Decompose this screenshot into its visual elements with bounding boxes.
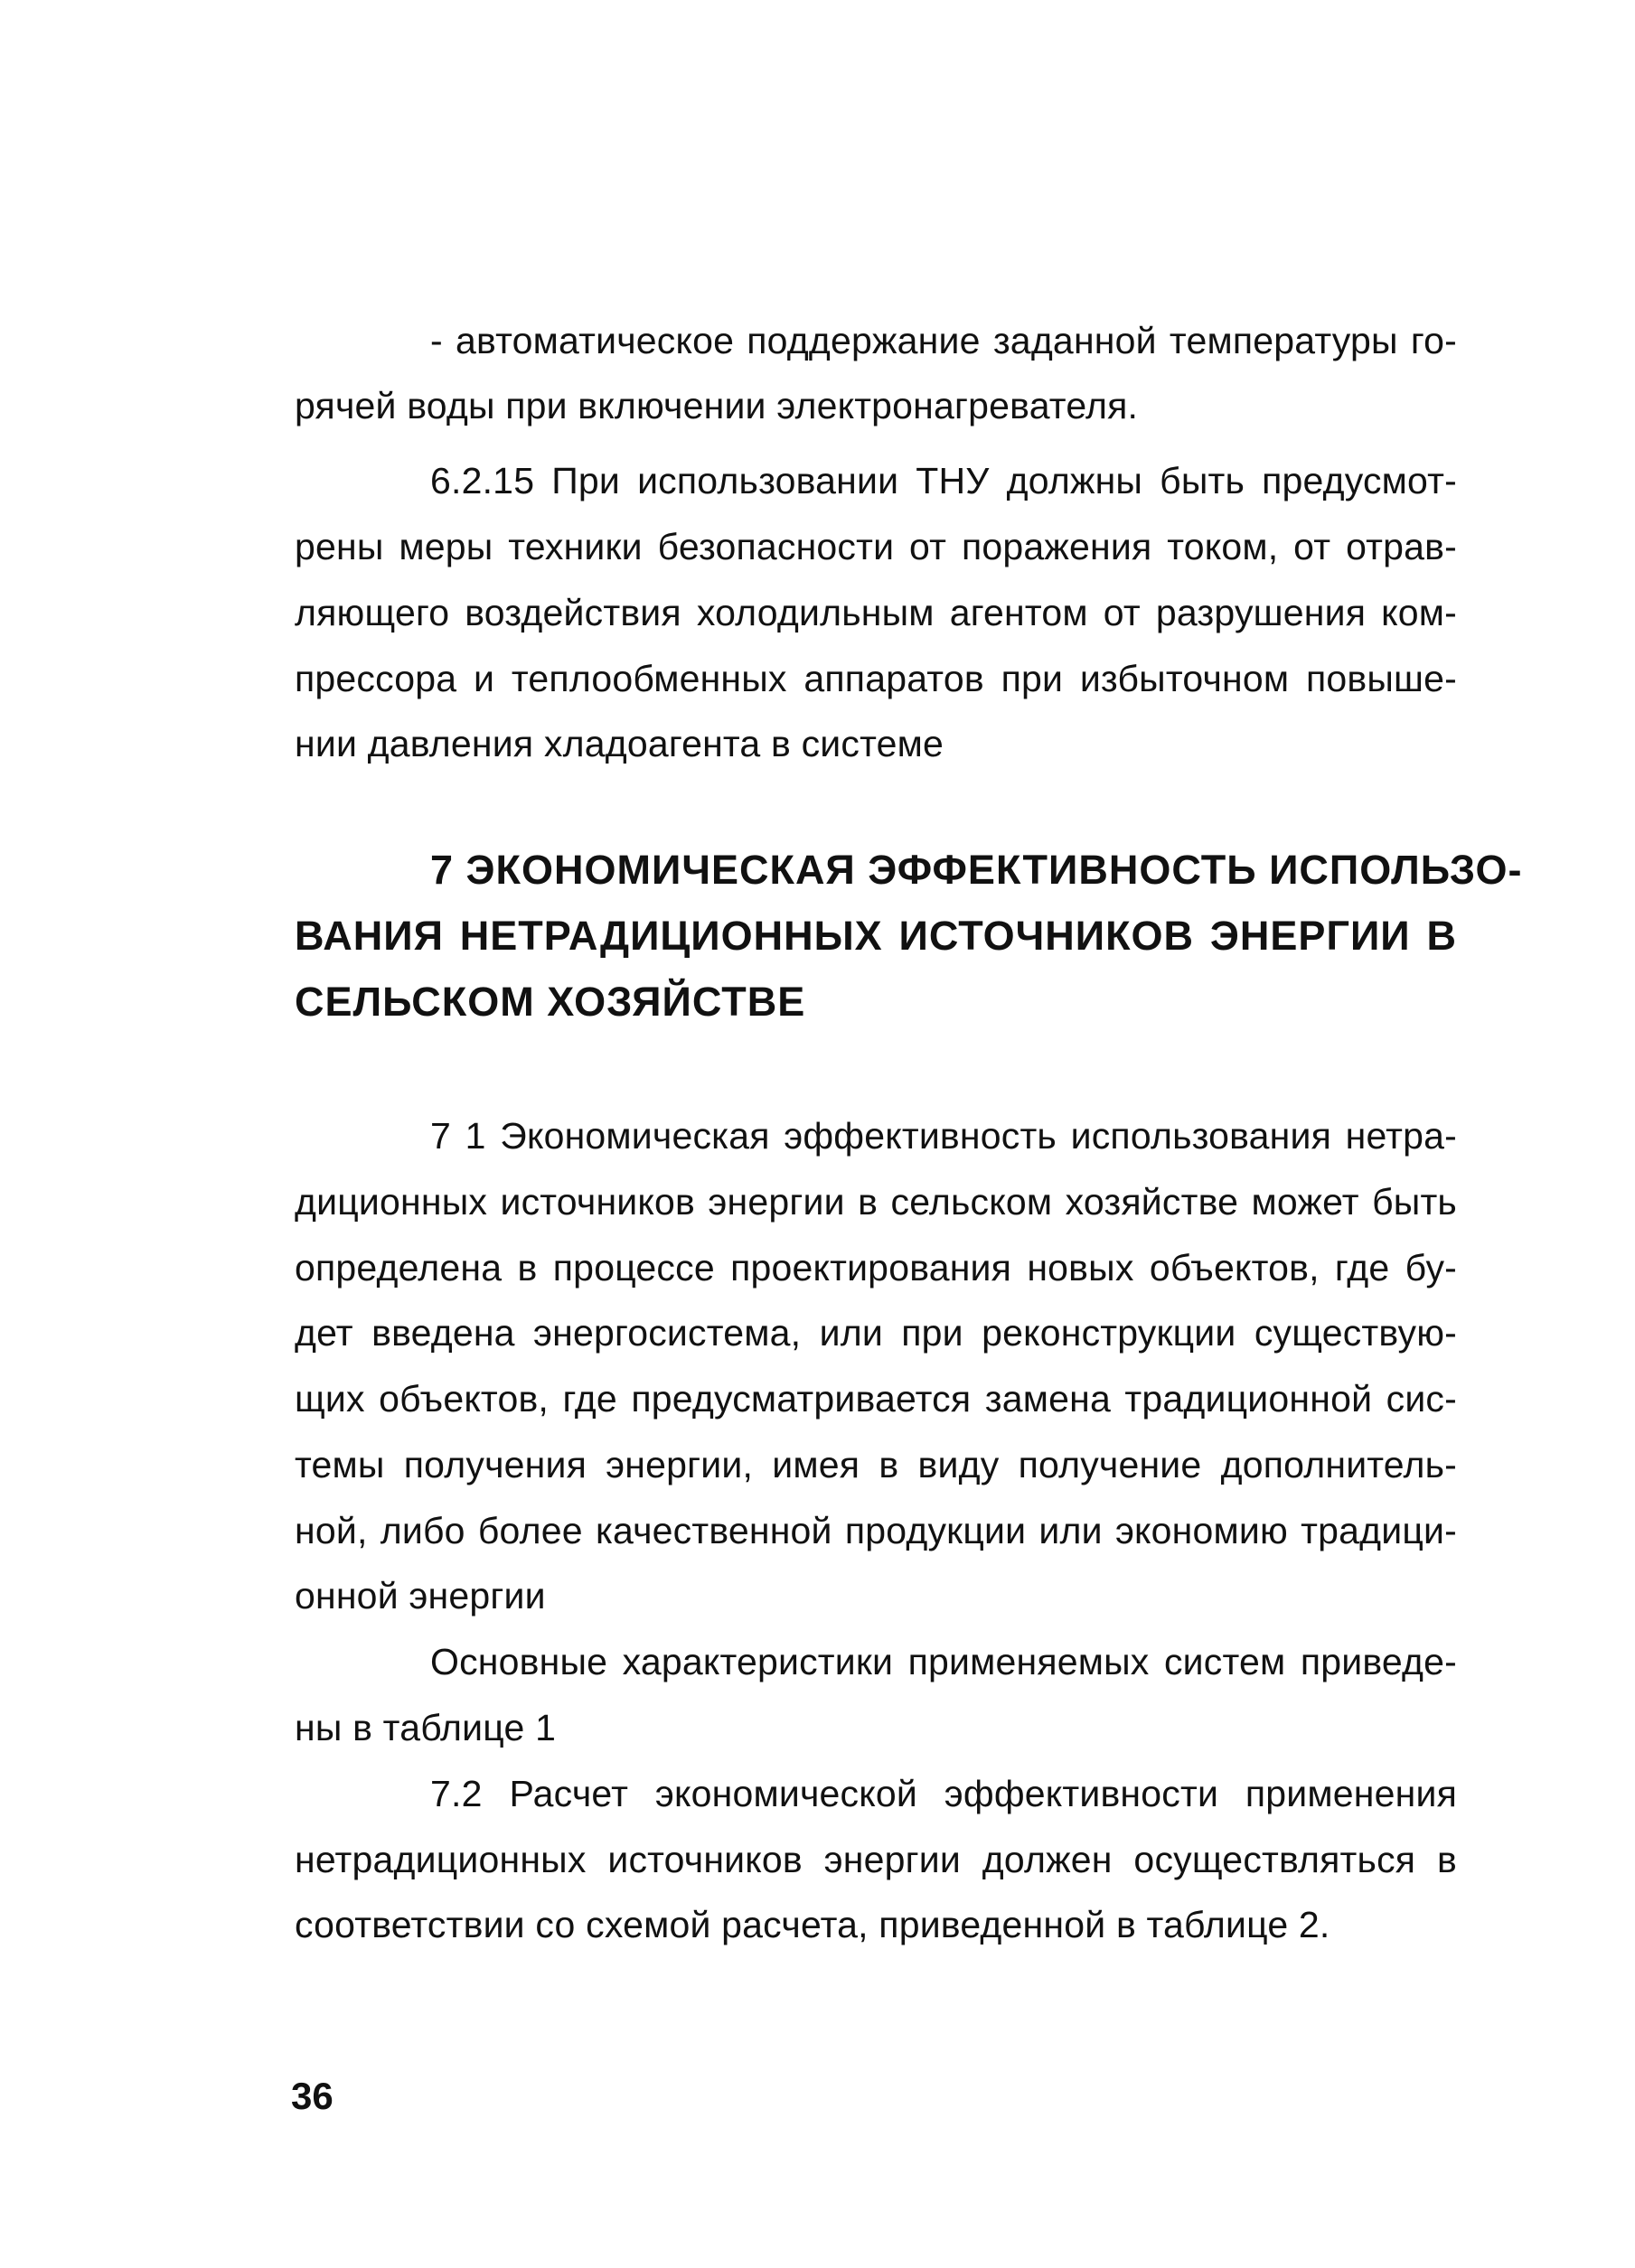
paragraph-7-1-line-7: ной, либо более качественной продукции или экономию традици- (295, 1510, 1457, 1551)
paragraph-7-1-line-3: определена в процессе проектирования новых объектов, где бу- (295, 1247, 1457, 1289)
paragraph-7-2-line-3: соответствии со схемой расчета, приведенной в таблице 2. (295, 1904, 1330, 1945)
paragraph-7-2-line-1: 7.2 Расчет экономической эффективности применения (430, 1773, 1457, 1814)
paragraph-7-1-line-5: щих объектов, где предусматривается замена традиционной сис- (295, 1378, 1457, 1420)
paragraph-1-line-1: - автоматическое поддержание заданной температуры го- (430, 320, 1457, 361)
paragraph-6-2-15-line-2: рены меры техники безопасности от поражения током, от отрав- (295, 526, 1457, 567)
paragraph-7-1-line-2: диционных источников энергии в сельском хозяйстве может быть (295, 1181, 1457, 1223)
paragraph-table-ref-line-2: ны в таблице 1 (295, 1707, 557, 1748)
paragraph-6-2-15-line-4: прессора и теплообменных аппаратов при избыточном повыше- (295, 658, 1457, 699)
section-heading-line-2: ВАНИЯ НЕТРАДИЦИОННЫХ ИСТОЧНИКОВ ЭНЕРГИИ В (295, 913, 1457, 959)
paragraph-6-2-15-line-3: ляющего воздействия холодильным агентом от разрушения ком- (295, 592, 1457, 633)
paragraph-7-1-line-4: дет введена энергосистема, или при реконструкции существую- (295, 1312, 1457, 1354)
paragraph-7-2-line-2: нетрадиционных источников энергии должен осуществляться в (295, 1839, 1457, 1880)
section-heading-line-1: 7 ЭКОНОМИЧЕСКАЯ ЭФФЕКТИВНОСТЬ ИСПОЛЬЗО- (430, 847, 1523, 893)
paragraph-table-ref-line-1: Основные характеристики применяемых систем приведе- (430, 1641, 1457, 1682)
paragraph-7-1-line-1: 7 1 Экономическая эффективность использования нетра- (430, 1115, 1457, 1157)
paragraph-6-2-15-line-1: 6.2.15 При использовании ТНУ должны быть предусмот- (430, 460, 1457, 501)
paragraph-1-line-2: рячей воды при включении электронагревателя. (295, 385, 1139, 426)
paragraph-7-1-line-6: темы получения энергии, имея в виду получение дополнитель- (295, 1444, 1457, 1485)
page-number: 36 (291, 2075, 334, 2117)
section-heading-line-3: СЕЛЬСКОМ ХОЗЯЙСТВЕ (295, 979, 806, 1025)
paragraph-6-2-15-line-5: нии давления хладоагента в системе (295, 723, 944, 764)
paragraph-7-1-line-8: онной энергии (295, 1575, 546, 1617)
